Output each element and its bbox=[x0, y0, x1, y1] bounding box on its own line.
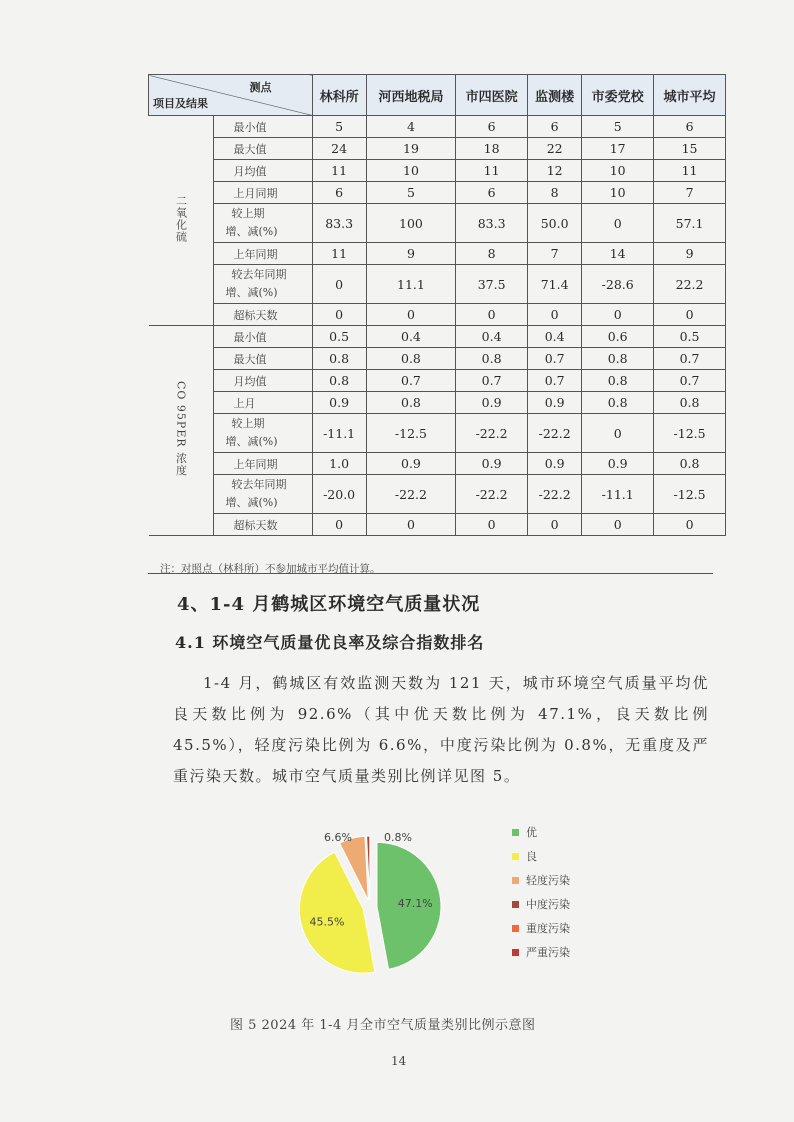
table-cell-value: 11.1 bbox=[366, 265, 455, 304]
pie-data-label: 47.1% bbox=[397, 896, 433, 910]
subsection-heading: 4.1 环境空气质量优良率及综合指数排名 bbox=[175, 633, 485, 652]
table-cell-value: 11 bbox=[654, 160, 726, 182]
table-cell-value: 0.9 bbox=[366, 453, 455, 475]
chart-legend bbox=[512, 820, 570, 964]
table-cell-value: -22.2 bbox=[366, 475, 455, 514]
legend-swatch bbox=[512, 853, 519, 860]
table-cell-value: 0 bbox=[456, 304, 528, 326]
pie-data-label: 0.8% bbox=[384, 831, 412, 844]
table-cell-value: 11 bbox=[312, 160, 366, 182]
pollutant-name: 二氧化硫 bbox=[174, 195, 188, 243]
row-item-label: 最大值 bbox=[213, 348, 312, 370]
legend-item bbox=[512, 844, 570, 868]
table-cell-value: 9 bbox=[366, 243, 455, 265]
row-item-label-line1: 较上期 bbox=[231, 417, 265, 430]
table-row bbox=[149, 370, 726, 392]
table-cell-value: 0.4 bbox=[456, 326, 528, 348]
table-row bbox=[149, 326, 726, 348]
legend-label: 良 bbox=[526, 850, 537, 863]
table-cell-value: 0.4 bbox=[528, 326, 582, 348]
table-row bbox=[149, 116, 726, 138]
row-item-label bbox=[213, 265, 312, 304]
table-cell-value: 83.3 bbox=[456, 204, 528, 243]
row-item-label: 超标天数 bbox=[213, 304, 312, 326]
table-cell-value: 71.4 bbox=[528, 265, 582, 304]
table-row bbox=[149, 204, 726, 243]
row-item-label: 上年同期 bbox=[213, 453, 312, 475]
station-header: 河西地税局 bbox=[366, 75, 455, 116]
table-cell-value: 0.8 bbox=[456, 348, 528, 370]
table-cell-value: -22.2 bbox=[528, 475, 582, 514]
table-body bbox=[149, 116, 726, 536]
legend-item bbox=[512, 916, 570, 940]
legend-label: 轻度污染 bbox=[526, 874, 570, 887]
table-cell-value: 0.8 bbox=[366, 348, 455, 370]
table-cell-value: 8 bbox=[456, 243, 528, 265]
legend-label: 严重污染 bbox=[526, 946, 570, 959]
table-cell-value: 0.8 bbox=[654, 453, 726, 475]
pollutant-group-label bbox=[149, 326, 214, 536]
row-item-label bbox=[213, 475, 312, 514]
table-cell-value: 0 bbox=[366, 514, 455, 536]
note-divider bbox=[148, 573, 713, 574]
row-item-label-line1: 较上期 bbox=[231, 207, 265, 220]
page-number: 14 bbox=[391, 1054, 407, 1068]
table-cell-value: 37.5 bbox=[456, 265, 528, 304]
table-cell-value: 19 bbox=[366, 138, 455, 160]
table-row bbox=[149, 160, 726, 182]
table-cell-value: 5 bbox=[366, 182, 455, 204]
table-cell-value: 11 bbox=[456, 160, 528, 182]
table-row bbox=[149, 138, 726, 160]
table-cell-value: 0.9 bbox=[528, 392, 582, 414]
table-cell-value: 0 bbox=[528, 304, 582, 326]
table-cell-value: 0.5 bbox=[654, 326, 726, 348]
legend-swatch bbox=[512, 829, 519, 836]
table-header-row bbox=[149, 75, 726, 116]
table-cell-value: 100 bbox=[366, 204, 455, 243]
row-item-label: 最小值 bbox=[213, 326, 312, 348]
table-cell-value: 0 bbox=[582, 304, 654, 326]
legend-item bbox=[512, 940, 570, 964]
table-cell-value: 10 bbox=[366, 160, 455, 182]
row-item-label: 上月同期 bbox=[213, 182, 312, 204]
table-cell-value: 0.6 bbox=[582, 326, 654, 348]
air-quality-table bbox=[148, 74, 726, 536]
legend-swatch bbox=[512, 925, 519, 932]
pie-data-label: 45.5% bbox=[309, 915, 345, 929]
table-cell-value: 0 bbox=[456, 514, 528, 536]
table-row bbox=[149, 348, 726, 370]
station-header: 市四医院 bbox=[456, 75, 528, 116]
pollutant-name: CO 95PER 浓度 bbox=[174, 381, 188, 477]
legend-item bbox=[512, 868, 570, 892]
body-paragraph: 1-4 月，鹤城区有效监测天数为 121 天，城市环境空气质量平均优良天数比例为 92.6%（其中优天数比例为 47.1%，良天数比例 45.5%），轻度污染比例为 6.6%，中度污染比例为 0.8%，无重度及严重污染天数。城市空气质量类别比例详见图 5。 bbox=[173, 674, 709, 785]
table-cell-value: 4 bbox=[366, 116, 455, 138]
table-cell-value: 8 bbox=[528, 182, 582, 204]
table-cell-value: 7 bbox=[528, 243, 582, 265]
table-cell-value: 0.8 bbox=[582, 348, 654, 370]
table-cell-value: 22.2 bbox=[654, 265, 726, 304]
table-cell-value: -12.5 bbox=[366, 414, 455, 453]
table-cell-value: 0.9 bbox=[456, 453, 528, 475]
row-item-label: 上年同期 bbox=[213, 243, 312, 265]
table-note: 注：对照点（林科所）不参加城市平均值计算。 bbox=[160, 563, 381, 575]
table-row bbox=[149, 304, 726, 326]
table-cell-value: -12.5 bbox=[654, 475, 726, 514]
row-item-label-line2: 增、减(%) bbox=[225, 435, 278, 448]
table-cell-value: 6 bbox=[456, 116, 528, 138]
station-header: 市委党校 bbox=[582, 75, 654, 116]
row-item-label: 最小值 bbox=[213, 116, 312, 138]
table-cell-value: -11.1 bbox=[582, 475, 654, 514]
row-item-label-line1: 较去年同期 bbox=[231, 268, 287, 281]
station-header: 城市平均 bbox=[654, 75, 726, 116]
table-cell-value: 0 bbox=[582, 514, 654, 536]
legend-item bbox=[512, 892, 570, 916]
section-heading: 4、1-4 月鹤城区环境空气质量状况 bbox=[177, 594, 481, 615]
table-cell-value: 0 bbox=[654, 304, 726, 326]
table-cell-value: 0.9 bbox=[528, 453, 582, 475]
table-cell-value: 11 bbox=[312, 243, 366, 265]
table-cell-value: -28.6 bbox=[582, 265, 654, 304]
row-item-label-line2: 增、减(%) bbox=[225, 225, 278, 238]
table-cell-value: 6 bbox=[456, 182, 528, 204]
table-cell-value: 5 bbox=[582, 116, 654, 138]
table-cell-value: 0.9 bbox=[312, 392, 366, 414]
table-cell-value: 10 bbox=[582, 160, 654, 182]
table-cell-value: -22.2 bbox=[456, 414, 528, 453]
table-cell-value: 0 bbox=[366, 304, 455, 326]
table-cell-value: 15 bbox=[654, 138, 726, 160]
table-cell-value: 9 bbox=[654, 243, 726, 265]
table-cell-value: 22 bbox=[528, 138, 582, 160]
table-cell-value: 0.9 bbox=[456, 392, 528, 414]
table-cell-value: 0 bbox=[582, 414, 654, 453]
table-cell-value: 0.8 bbox=[312, 370, 366, 392]
table-row bbox=[149, 475, 726, 514]
table-cell-value: -11.1 bbox=[312, 414, 366, 453]
table-cell-value: 6 bbox=[312, 182, 366, 204]
table-cell-value: 0.8 bbox=[582, 392, 654, 414]
station-header: 监测楼 bbox=[528, 75, 582, 116]
table-cell-value: 5 bbox=[312, 116, 366, 138]
table-cell-value: 6 bbox=[654, 116, 726, 138]
table-cell-value: 0.9 bbox=[582, 453, 654, 475]
row-item-label: 最大值 bbox=[213, 138, 312, 160]
row-item-label: 月均值 bbox=[213, 370, 312, 392]
table-row bbox=[149, 453, 726, 475]
table-row bbox=[149, 392, 726, 414]
legend-swatch bbox=[512, 901, 519, 908]
table-cell-value: 0.5 bbox=[312, 326, 366, 348]
table-cell-value: 24 bbox=[312, 138, 366, 160]
table-cell-value: 10 bbox=[582, 182, 654, 204]
legend-swatch bbox=[512, 949, 519, 956]
table-cell-value: 18 bbox=[456, 138, 528, 160]
table-cell-value: 83.3 bbox=[312, 204, 366, 243]
table-cell-value: 0.7 bbox=[654, 370, 726, 392]
table-cell-value: 0.8 bbox=[366, 392, 455, 414]
table-cell-value: 0 bbox=[312, 304, 366, 326]
legend-item bbox=[512, 820, 570, 844]
row-item-label: 超标天数 bbox=[213, 514, 312, 536]
legend-label: 重度污染 bbox=[526, 922, 570, 935]
row-item-label-line2: 增、减(%) bbox=[225, 286, 278, 299]
table-cell-value: 0 bbox=[582, 204, 654, 243]
table-cell-value: 0.7 bbox=[528, 370, 582, 392]
air-quality-pie-chart bbox=[270, 812, 630, 1002]
station-header: 林科所 bbox=[312, 75, 366, 116]
table-cell-value: 0 bbox=[528, 514, 582, 536]
row-item-label: 月均值 bbox=[213, 160, 312, 182]
table-row bbox=[149, 414, 726, 453]
pie-data-label: 6.6% bbox=[324, 831, 352, 844]
table-cell-value: 57.1 bbox=[654, 204, 726, 243]
table-cell-value: 0.7 bbox=[528, 348, 582, 370]
table-row bbox=[149, 265, 726, 304]
table-cell-value: 0.8 bbox=[582, 370, 654, 392]
table-cell-value: 0 bbox=[654, 514, 726, 536]
table-cell-value: 50.0 bbox=[528, 204, 582, 243]
table-cell-value: 17 bbox=[582, 138, 654, 160]
corner-label-station: 测点 bbox=[249, 81, 272, 94]
table-cell-value: 1.0 bbox=[312, 453, 366, 475]
table-cell-value: 0.8 bbox=[654, 392, 726, 414]
row-item-label: 上月 bbox=[213, 392, 312, 414]
table-cell-value: 0 bbox=[312, 265, 366, 304]
table-cell-value: 14 bbox=[582, 243, 654, 265]
table-cell-value: 0.7 bbox=[654, 348, 726, 370]
figure-caption: 图 5 2024 年 1-4 月全市空气质量类别比例示意图 bbox=[230, 1018, 536, 1033]
table-cell-value: 6 bbox=[528, 116, 582, 138]
legend-swatch bbox=[512, 877, 519, 884]
table-cell-value: 0.7 bbox=[366, 370, 455, 392]
legend-label: 中度污染 bbox=[526, 898, 570, 911]
table-cell-value: 12 bbox=[528, 160, 582, 182]
table-cell-value: 0.4 bbox=[366, 326, 455, 348]
table-cell-value: 0 bbox=[312, 514, 366, 536]
table-row bbox=[149, 243, 726, 265]
table-corner-cell bbox=[149, 75, 313, 116]
table-cell-value: -22.2 bbox=[528, 414, 582, 453]
table-cell-value: 0.8 bbox=[312, 348, 366, 370]
table-cell-value: -20.0 bbox=[312, 475, 366, 514]
table-cell-value: -12.5 bbox=[654, 414, 726, 453]
row-item-label-line1: 较去年同期 bbox=[231, 478, 287, 491]
table-row bbox=[149, 182, 726, 204]
pollutant-group-label bbox=[149, 116, 214, 326]
legend-label: 优 bbox=[526, 826, 537, 839]
row-item-label bbox=[213, 204, 312, 243]
table-cell-value: 7 bbox=[654, 182, 726, 204]
row-item-label-line2: 增、减(%) bbox=[225, 496, 278, 509]
air-quality-table-container bbox=[148, 74, 726, 536]
table-row bbox=[149, 514, 726, 536]
row-item-label bbox=[213, 414, 312, 453]
table-cell-value: -22.2 bbox=[456, 475, 528, 514]
corner-label-item: 项目及结果 bbox=[153, 97, 208, 110]
table-cell-value: 0.7 bbox=[456, 370, 528, 392]
